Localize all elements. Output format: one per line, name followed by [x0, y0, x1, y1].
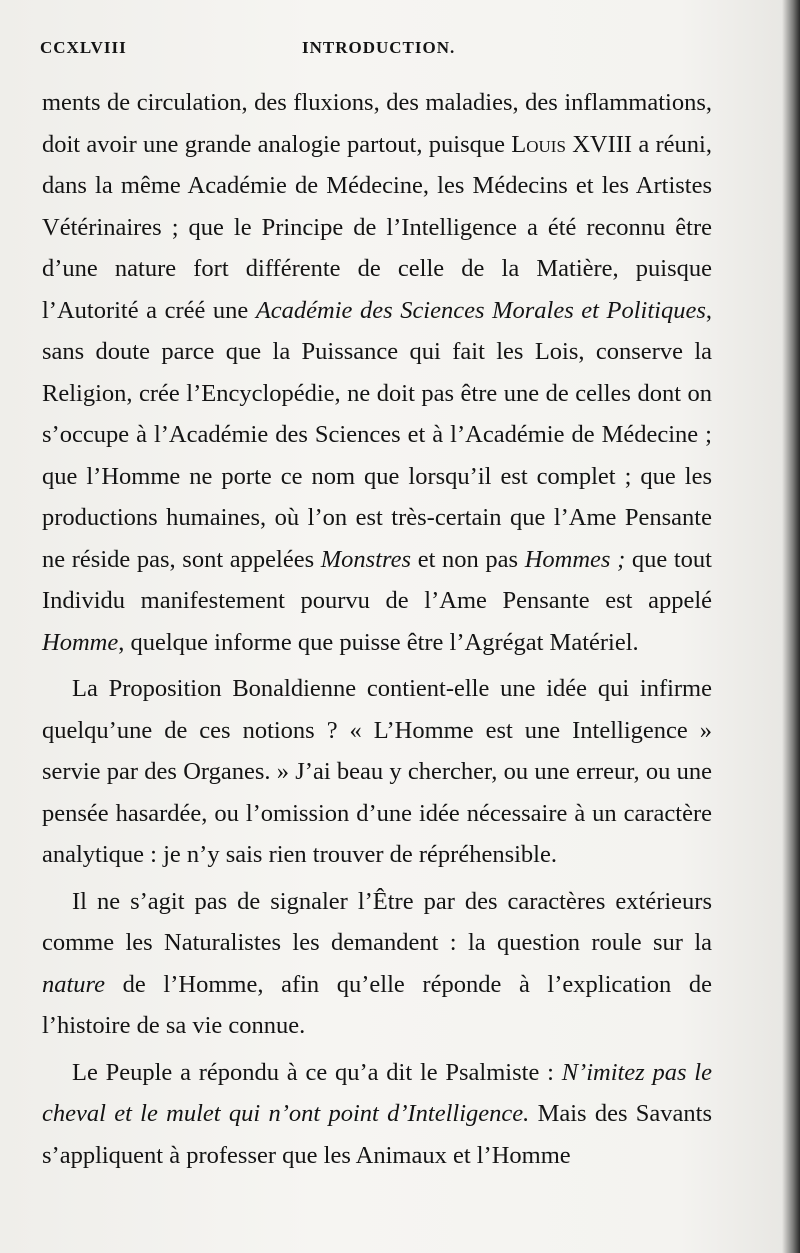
text-run: , quelque informe que puisse être l’Agrégat Matériel. — [118, 628, 639, 656]
italic-run: Monstres — [320, 545, 412, 573]
page-edge-shadow — [782, 0, 800, 1253]
running-title: INTRODUCTION. — [302, 38, 456, 57]
text-run: de l’Homme, afin qu’elle réponde à l’explication de l’histoire de sa vie connue. — [42, 970, 712, 1039]
page-header — [40, 38, 712, 62]
text-run: , sans doute parce que la Puissance qui fait les Lois, conserve la Religion, crée l’Encyclopédie, ne doit pas être une de celles dont on s’occupe à l’Académie des Sciences et à l’Académie de Médecine ; que l’Homme ne porte ce nom que lorsqu’il est complet ; que les productions humaines, où l’on est très-certain que l’Ame Pensante ne réside pas, sont appelées — [42, 296, 712, 573]
small-caps-run: Louis XVIII — [511, 130, 633, 158]
text-run: Mais des Savants s’appliquent à professer que les Animaux et l’Homme — [42, 1100, 713, 1169]
text-run: et non pas — [411, 545, 525, 573]
paragraph — [42, 1052, 712, 1177]
text-run: Le Peuple a répondu à ce qu’a dit le Psalmiste : — [72, 1058, 562, 1086]
italic-run: Académie des Sciences Morales et Politiques — [255, 296, 706, 324]
text-run: ments de circulation, des fluxions, des maladies, des inflammations, doit avoir une grande analogie partout, puisque — [42, 89, 712, 158]
paragraph — [42, 668, 712, 876]
paragraph — [42, 881, 712, 1047]
text-run: que tout Individu manifestement pourvu de l’Ame Pensante est appelé — [42, 545, 712, 614]
text-run: La Proposition Bonaldienne contient-elle une idée qui infirme quelqu’une de ces notions ? « L’Homme est une Intelligence » servie par des Organes. » J’ai beau y chercher, ou une erreur, ou une pensée hasardée, ou l’omission d’une idée nécessaire à un caractère analytique : je n’y sais rien trouver de répréhensible. — [42, 675, 712, 868]
text-run: a réuni, dans la même Académie de Médecine, les Médecins et les Artistes Vétérinaires ; que le Principe de l’Intelligence a été reconnu être d’une nature fort différente de celle de la Matière, puisque l’Autorité a créé une — [42, 130, 712, 324]
italic-run: Homme — [42, 628, 119, 656]
page-number: CCXLVIII — [40, 38, 127, 57]
italic-run: nature — [42, 970, 106, 998]
paragraph — [42, 82, 712, 663]
italic-run: N’imitez pas le cheval et le mulet qui n’ont point d’Intelligence. — [42, 1058, 712, 1127]
body-text — [42, 82, 712, 1176]
text-run: Il ne s’agit pas de signaler l’Être par des caractères extérieurs comme les Naturalistes les demandent : la question roule sur la — [42, 887, 712, 956]
italic-run: Hommes ; — [524, 545, 626, 573]
